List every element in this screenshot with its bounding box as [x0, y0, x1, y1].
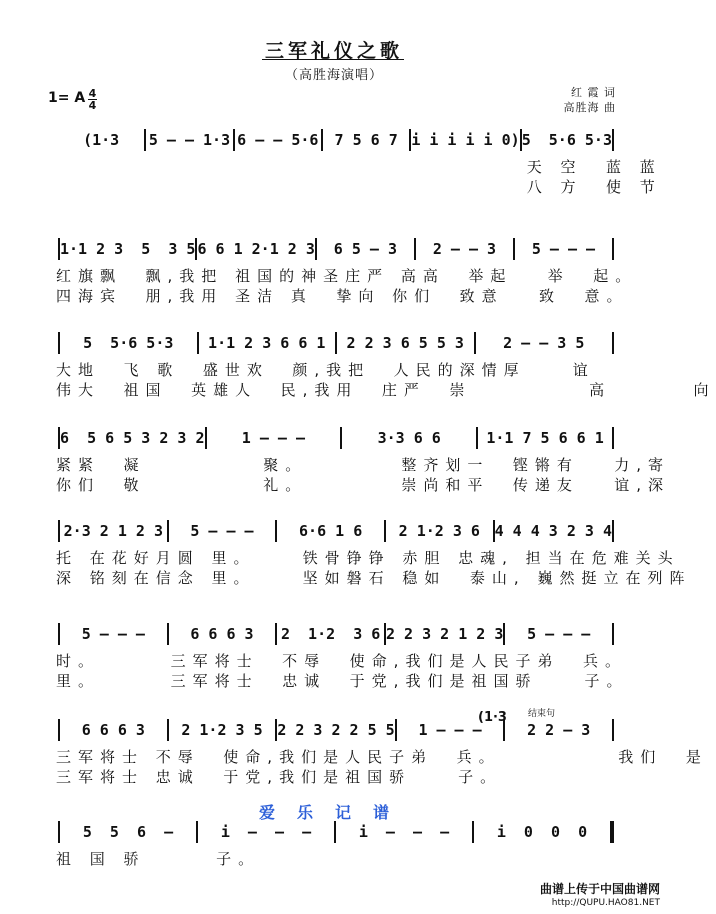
measure: 6 6 1 2·1 2 3: [197, 240, 315, 258]
barline: [612, 238, 614, 260]
lyric-line: 红旗飘 飘,我把 祖国的神圣庄严 高高 举起 举 起。: [56, 267, 638, 285]
composer-credit: 高胜海 曲: [563, 101, 616, 114]
lyric-line: 八 方 使 节: [56, 178, 662, 196]
measure: i — — —: [358, 823, 450, 841]
measure: 2 — — 3: [432, 240, 497, 258]
lyric-line: 四海宾 朋,我用 圣洁 真 挚向 你们 致意 致 意。: [56, 287, 629, 305]
measure: 2 1·2 3 6: [398, 522, 480, 540]
measure: 1·1 7 5 6 6 1: [486, 429, 604, 447]
barline: [612, 623, 614, 645]
measure: 6 — — 5·6: [237, 131, 319, 149]
watermark-text: 爱乐记谱: [258, 803, 411, 822]
notation-line: [58, 624, 614, 644]
measure: 6·6 1 6: [299, 522, 363, 540]
measure: 2·3 2 1 2 3: [63, 522, 163, 540]
lyric-line: 三军将士 不辱 使命,我们是人民子弟 兵。 我们 是: [56, 748, 708, 766]
lyric-line: 三军将士 忠诚 于党,我们是祖国骄 子。: [56, 768, 503, 786]
lyricist-credit: 红 霞 词: [571, 86, 616, 99]
barline: [612, 129, 614, 151]
measure: 6 5 6 5 3 2 3 2: [60, 429, 205, 447]
time-bottom: 4: [88, 99, 97, 112]
time-top: 4: [88, 87, 97, 100]
measure: 5 — — —: [81, 625, 145, 643]
ending-label: 结束句: [528, 709, 556, 719]
barline: [612, 332, 614, 354]
lyric-line: 你们 敬 礼。 崇尚和平 传递友 谊,深: [56, 476, 670, 494]
notation-line: [58, 720, 614, 740]
footer-site-name: 曲谱上传于中国曲谱网: [539, 882, 660, 896]
measure: 1 — — —: [418, 721, 482, 739]
lyric-line: 伟大 祖国 英雄人 民,我用 庄严 崇 高 向: [56, 381, 716, 399]
measure: i 0 0 0: [496, 823, 588, 841]
lyric-line: 深 铭刻在信念 里。 坚如磐石 稳如 泰山, 巍然挺立在列阵: [56, 569, 692, 587]
lyric-line: 祖 国 骄 子。: [56, 850, 261, 868]
lyric-line: 托 在花好月圆 里。 铁骨铮铮 赤胆 忠魂, 担当在危难关头: [56, 549, 680, 567]
measure: 2 2 3 6 5 5 3: [346, 334, 464, 352]
measure: 2 1·2 3 5: [181, 721, 263, 739]
notation-line: [58, 130, 614, 150]
notation-line: [58, 333, 614, 353]
lyric-line: 里。 三军将士 忠诚 于党,我们是祖国骄 子。: [56, 672, 629, 690]
ending-marker: (1·3: [478, 710, 507, 725]
measure: 2 2 3 2 2 5 5: [277, 721, 395, 739]
measure: i — — —: [220, 823, 312, 841]
barline: [610, 821, 614, 843]
barline: [612, 719, 614, 741]
notation-line: [58, 428, 614, 448]
measure: (1·3: [83, 131, 120, 149]
measure: 1·1 2 3 6 6 1: [208, 334, 326, 352]
measure: 7 5 6 7: [334, 131, 398, 149]
measure: 2 2 — 3: [527, 721, 591, 739]
page-title: 三军礼仪之歌: [264, 40, 403, 62]
measure: 6 6 6 3: [190, 625, 254, 643]
measure: 5 5·6 5·3: [521, 131, 612, 149]
measure: 5 5 6 —: [82, 823, 174, 841]
measure: 5 5·6 5·3: [83, 334, 174, 352]
measure: i i i i i 0): [411, 131, 520, 149]
measure: 6 6 6 3: [81, 721, 145, 739]
measure: 2 2 3 2 1 2 3: [385, 625, 504, 643]
measure: 6 5 — 3: [333, 240, 397, 258]
time-signature: [88, 88, 97, 111]
measure: 5 — — —: [190, 522, 254, 540]
lyric-line: 大地 飞 歌 盛世欢 颜,我把 人民的深情厚 谊: [56, 361, 595, 379]
barline: [612, 427, 614, 449]
notation-line: [58, 239, 614, 259]
footer-url: http://QUPU.HAO81.NET: [551, 898, 660, 908]
measure: 1·1 2 3 5 3 5: [60, 240, 196, 258]
measure: 5 — — 1·3: [148, 131, 231, 149]
lyric-line: 时。 三军将士 不辱 使命,我们是人民子弟 兵。: [56, 652, 627, 670]
key-signature: 1= A: [48, 90, 86, 106]
barline: [612, 520, 614, 542]
measure: 5 — — —: [531, 240, 596, 258]
measure: 2 — — 3 5: [503, 334, 585, 352]
lyric-line: 紧紧 凝 聚。 整齐划一 铿锵有 力,寄: [56, 456, 670, 474]
measure: 3·3 6 6: [377, 429, 441, 447]
subtitle: （高胜海演唱）: [284, 68, 383, 83]
measure: 2 1·2 3 6: [280, 625, 381, 643]
notation-line: [58, 521, 614, 541]
measure: 1 — — —: [241, 429, 306, 447]
measure: 5 — — —: [527, 625, 591, 643]
title-underline: [262, 59, 404, 60]
notation-line: [58, 822, 614, 842]
measure: 4 4 4 3 2 3 4: [494, 522, 613, 540]
lyric-line: 天 空 蓝 蓝: [56, 158, 662, 176]
